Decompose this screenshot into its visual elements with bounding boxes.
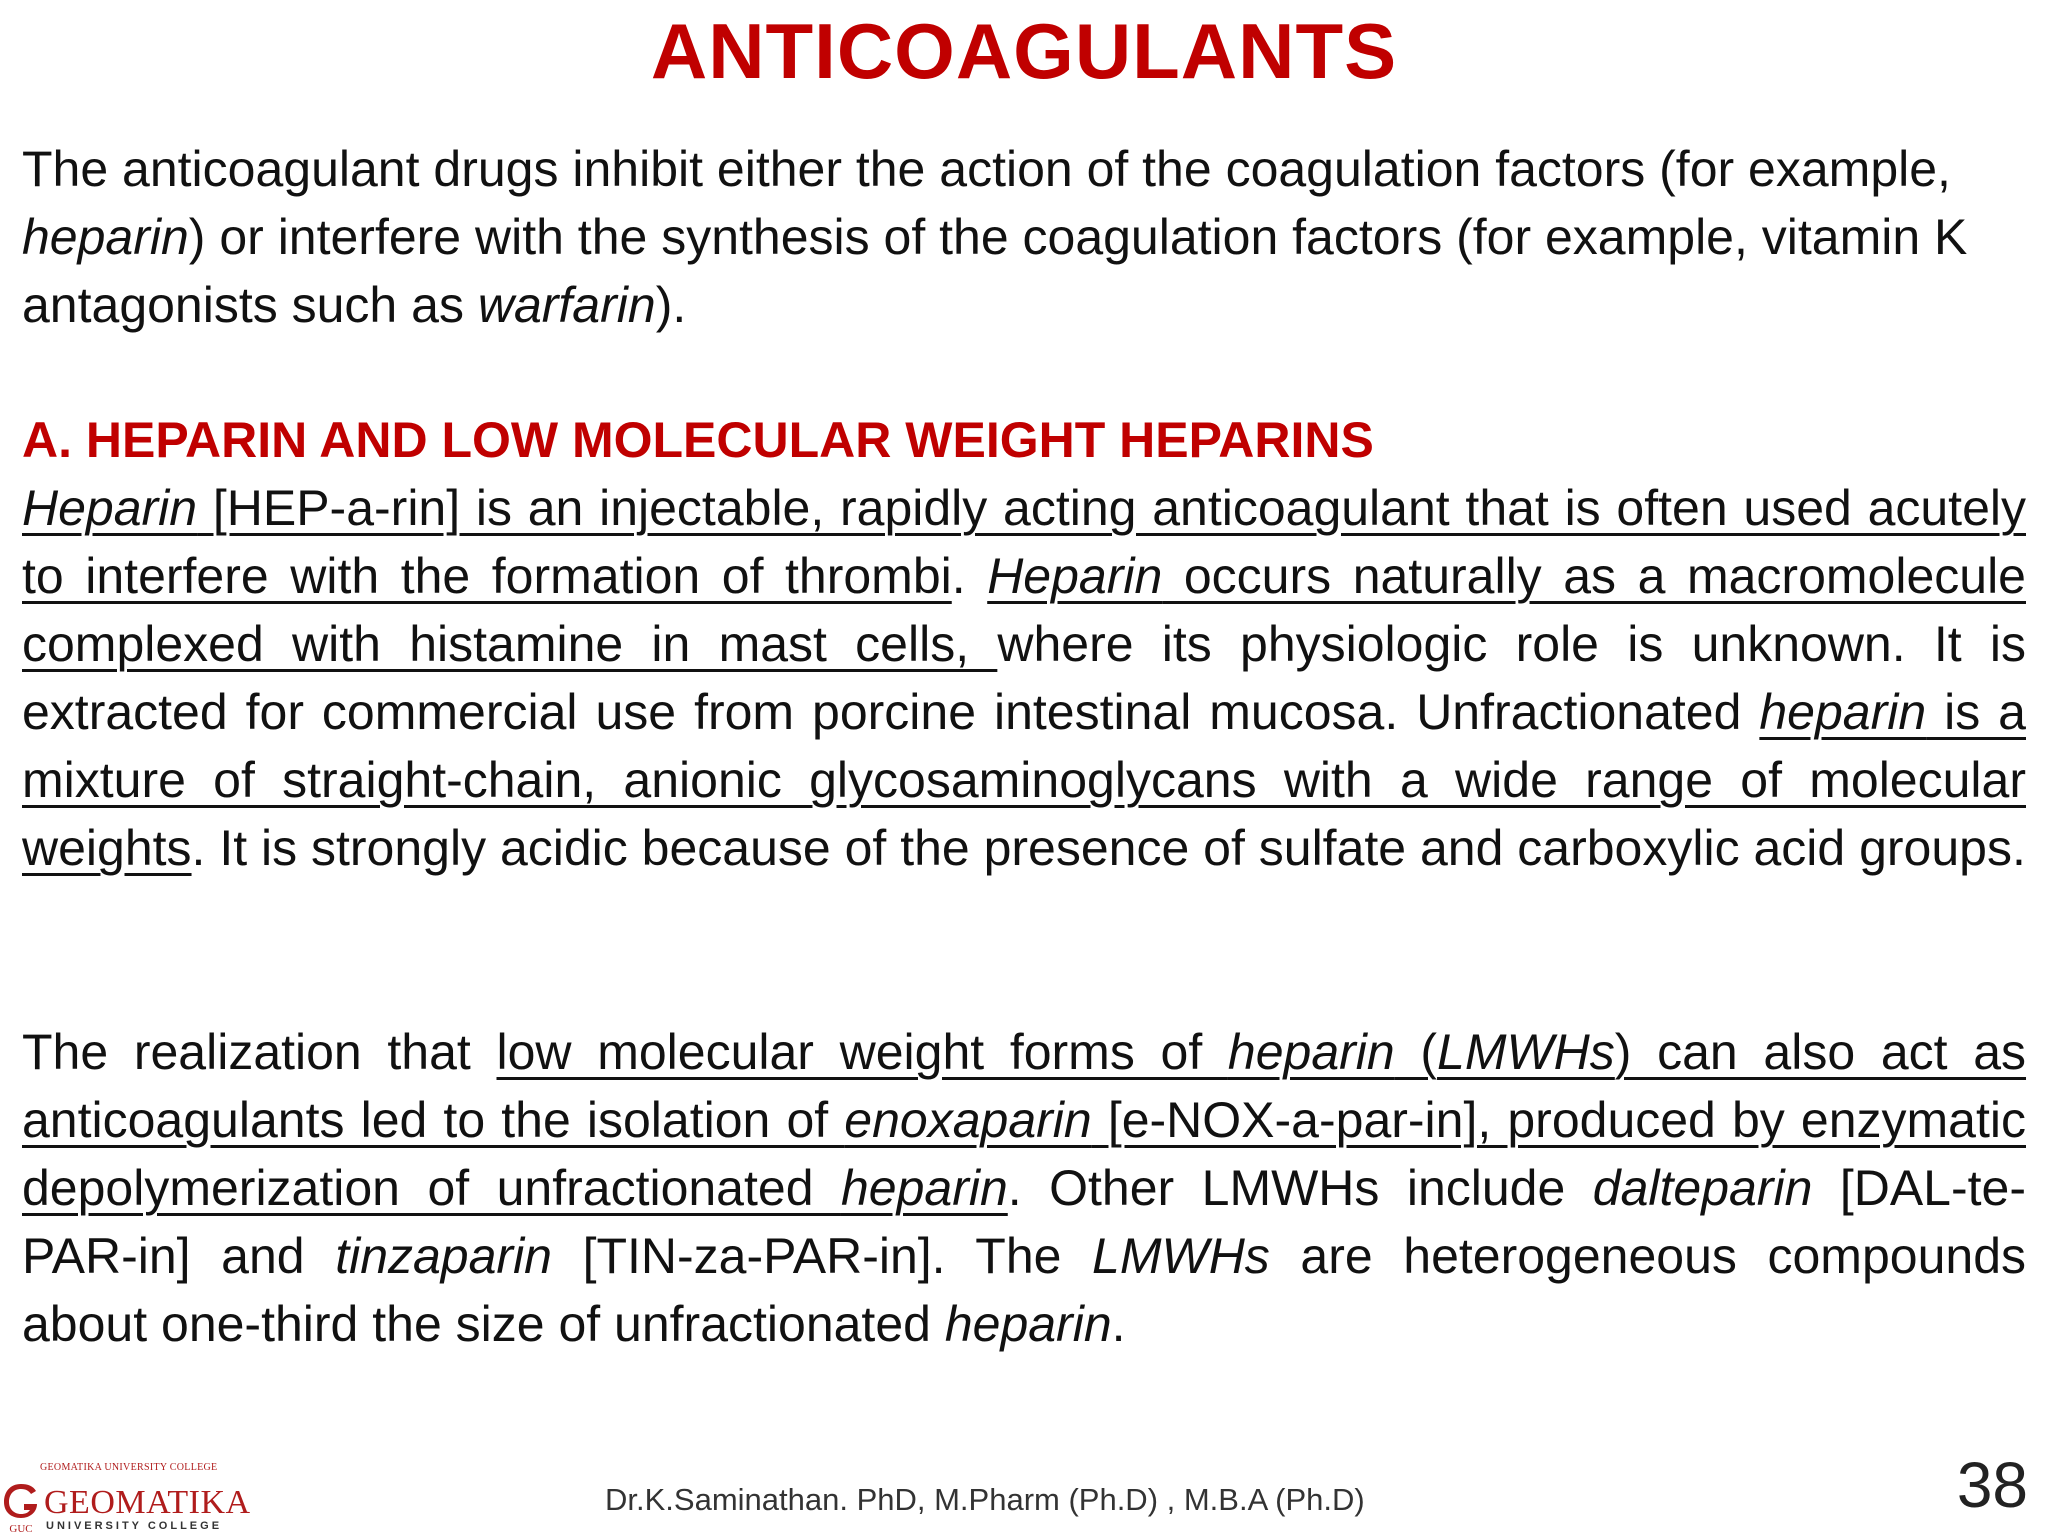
drug-name: tinzaparin — [335, 1228, 552, 1284]
paragraph-text: . — [1111, 1296, 1126, 1352]
paragraph-text: The realization that — [22, 1024, 497, 1080]
logo-mark-icon — [2, 1482, 40, 1534]
paragraph-text: where its physiologic role is unknown. It is extracted for commercial use from porcine intestinal mucosa. Unfractionated — [22, 616, 2026, 740]
paragraph-text: ) can also act as anticoagulants led to the isolation of — [22, 1024, 2027, 1148]
paragraph-text: [HEP-a-rin] is an injectable, rapidly acting anticoagulant that is often used acutely to interfere with the formation of thrombi — [22, 480, 2026, 604]
paragraph-text: [e-NOX-a-par-in], produced by enzymatic depolymerization of unfractionated — [22, 1092, 2026, 1216]
intro-text: ). — [655, 277, 687, 333]
drug-name: heparin — [944, 1296, 1112, 1352]
drug-name: LMWHs — [1437, 1024, 1615, 1080]
paragraph-text: occurs naturally as a macromolecule complexed with histamine in mast cells, — [22, 548, 2026, 672]
drug-name: dalteparin — [1592, 1160, 1813, 1216]
heparin-paragraph — [22, 474, 2026, 882]
paragraph-text: ( — [1394, 1024, 1438, 1080]
logo-top-line: GEOMATIKA UNIVERSITY COLLEGE — [40, 1462, 218, 1473]
logo-sub-text: UNIVERSITY COLLEGE — [46, 1520, 223, 1532]
drug-name: heparin — [1227, 1024, 1395, 1080]
drug-name: heparin — [840, 1160, 1008, 1216]
drug-name: heparin — [22, 209, 189, 265]
paragraph-text: . — [951, 548, 988, 604]
page-number: 38 — [1956, 1449, 2028, 1521]
drug-name: Heparin — [22, 480, 198, 536]
drug-name: enoxaparin — [844, 1092, 1092, 1148]
logo-main-text: GEOMATIKA — [44, 1484, 251, 1521]
paragraph-text: are heterogeneous compounds about one-third the size of unfractionated — [22, 1228, 2026, 1352]
paragraph-text: [TIN-za-PAR-in]. The — [551, 1228, 1093, 1284]
footer-author: Dr.K.Saminathan. PhD, M.Pharm (Ph.D) , M.B.A (Ph.D) — [605, 1482, 1365, 1517]
intro-paragraph — [22, 135, 2026, 339]
paragraph-text: . It is strongly acidic because of the presence of sulfate and carboxylic acid groups. — [191, 820, 2026, 876]
paragraph-text: is a mixture of straight-chain, anionic glycosaminoglycans with a wide range of molecular weights — [22, 684, 2026, 876]
drug-name: warfarin — [477, 277, 656, 333]
paragraph-text: [DAL-te-PAR-in] and — [22, 1160, 2026, 1284]
intro-text: The anticoagulant drugs inhibit either the action of the coagulation factors (for example, — [22, 141, 1951, 197]
drug-name: heparin — [1759, 684, 1927, 740]
slide-title: ANTICOAGULANTS — [650, 7, 1398, 95]
drug-name: Heparin — [987, 548, 1163, 604]
paragraph-text: low molecular weight forms of — [496, 1024, 1228, 1080]
drug-name: LMWHs — [1092, 1228, 1270, 1284]
section-heading: A. HEPARIN AND LOW MOLECULAR WEIGHT HEPARINS — [22, 412, 1374, 468]
university-logo — [0, 1460, 250, 1536]
intro-text: ) or interfere with the synthesis of the coagulation factors (for example, vitamin K antagonists such as — [22, 209, 1968, 333]
logo-mark-letters: GUC — [9, 1523, 33, 1534]
lmwh-paragraph — [22, 1018, 2026, 1358]
paragraph-text: . Other LMWHs include — [1007, 1160, 1593, 1216]
